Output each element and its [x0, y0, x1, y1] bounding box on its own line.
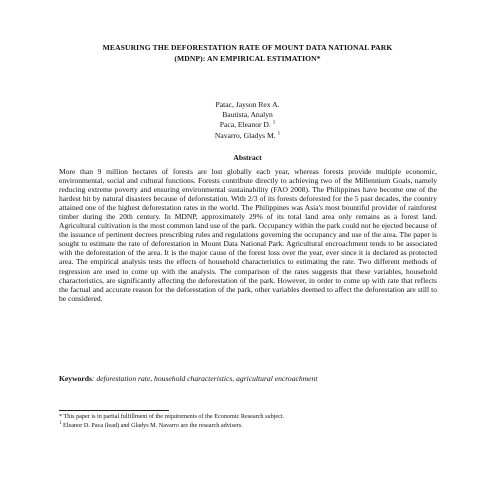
footnote-divider: [59, 410, 169, 411]
author-entry: [150, 100, 345, 110]
author-name: Paca, Eleanor D.: [219, 120, 271, 130]
footnote-mark: 1: [59, 420, 62, 426]
author-name: Navarro, Gladys M.: [214, 130, 276, 140]
footnote-text: Eleanor D. Paca (lead) and Gladys M. Navarro are the research advisers.: [61, 421, 243, 429]
keywords-line: [59, 374, 439, 384]
footnote-item: [59, 413, 439, 422]
author-name: Patac, Jayson Rex A.: [215, 100, 280, 109]
author-footnote-mark: 1: [272, 120, 276, 126]
paper-title-line-2: (MDNP): AN EMPIRICAL ESTIMATION*: [174, 54, 321, 63]
author-entry: [150, 131, 345, 141]
author-footnote-mark: 1: [277, 131, 281, 137]
author-list: [150, 100, 345, 141]
keywords-text: : deforestation rate, household characteristics, agricultural encroachment: [91, 374, 318, 383]
author-entry: [150, 120, 345, 130]
paper-title: [40, 42, 455, 64]
footnote-item: [59, 422, 439, 431]
abstract-text: More than 9 million hectares of forests are lost globally each year, whereas forests provide multiple economic, environmental, social and cultural functions. Forests contribute directly to achieving two of the Millennium Goals, namely reducing extreme poverty and ensuring environmental sustainability (FAO 2008). The Philippines have become one of the hardest hit by natural disasters because of deforestation. With 2/3 of its forests deforested for the 5 past decades, the country attained one of the highest deforestation rates in the world. The Philippines was Asia's most bountiful provider of rainforest timber during the 20th century. In MDNP, approximately 29% of its total land area only remains as a forest land. Agricultural cultivation is the most common land use of the park. Occupancy within the park could not be ejected because of the issuance of pertinent decrees prescribing rules and regulations governing the occupancy and use of the area. The paper is sought to estimate the rate of deforestation in Mount Data National Park. Agricultural encroachment tends to be associated with the deforestation of the area. It is the major cause of the forest loss over the year, ever since it is declared as protected area. The empirical analysis tests the effects of household characteristics to estimating the rate. Two different methods of regression are used to come up with the analysis. The comparison of the rates suggests that these variables, household characteristics, are significantly affecting the deforestation of the park. However, in order to come up with rate that reflects the factual and accurate reason for the deforestation of the park, other variables deemed to affect the deforestation are still to be considered.: [59, 167, 437, 303]
footnote-text: * This paper is in partial fulfillment of the requirements of the Economic Research subject.: [59, 413, 285, 420]
keywords-label: Keywords: [59, 374, 92, 383]
footnote-list: [59, 413, 439, 430]
paper-title-line-1: MEASURING THE DEFORESTATION RATE OF MOUNT DATA NATIONAL PARK: [102, 43, 393, 52]
author-name: Bautista, Analyn: [222, 110, 273, 120]
abstract-heading: Abstract: [233, 153, 262, 162]
author-entry: [150, 110, 345, 120]
